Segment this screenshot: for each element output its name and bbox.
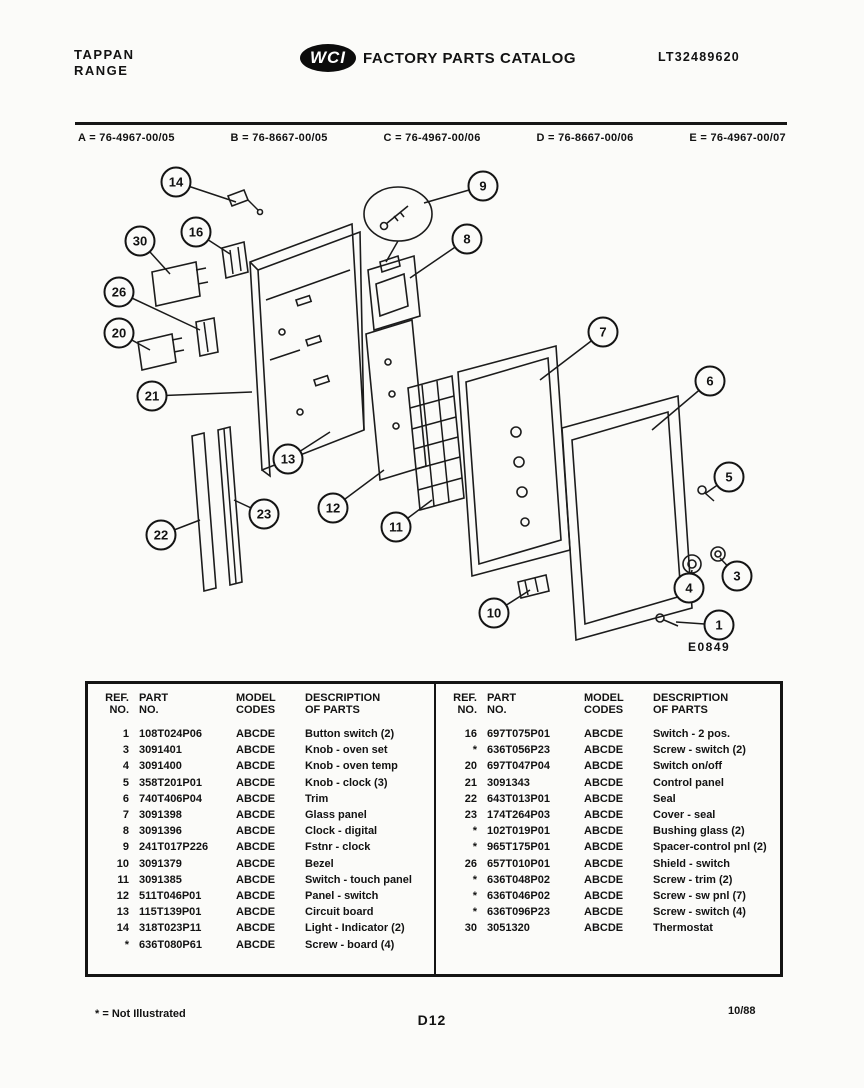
diagram-callout-13: 13 — [273, 444, 304, 475]
column-header-codes: MODEL CODES — [584, 692, 624, 716]
cell-ref: 5 — [122, 776, 129, 789]
column-header-part: PART NO. — [139, 692, 169, 716]
cell-codes: ABCDE — [236, 922, 276, 935]
cell-codes: ABCDE — [236, 938, 276, 951]
cell-desc: Switch - touch panel — [305, 873, 412, 886]
cell-part: 740T406P04 — [139, 792, 202, 805]
cell-part: 636T096P23 — [487, 906, 550, 919]
cell-ref: 3 — [122, 744, 129, 757]
figure-code: E0849 — [688, 640, 731, 654]
parts-table-row — [98, 775, 430, 791]
cell-codes: ABCDE — [236, 744, 276, 757]
cell-part: 636T056P23 — [487, 744, 550, 757]
cell-codes: ABCDE — [236, 809, 276, 822]
cell-part: 697T075P01 — [487, 728, 550, 740]
cell-desc: Screw - switch (4) — [653, 906, 746, 919]
parts-table-left-body — [98, 726, 430, 953]
cell-part: 358T201P01 — [139, 776, 202, 789]
parts-table-row — [98, 791, 430, 807]
cell-codes: ABCDE — [584, 906, 624, 919]
cell-ref: 14 — [116, 922, 129, 935]
cell-desc: Cover - seal — [653, 809, 716, 822]
parts-table-row — [98, 856, 430, 872]
cell-ref: 23 — [464, 809, 477, 822]
cell-ref: 1 — [122, 728, 129, 740]
cell-codes: ABCDE — [236, 841, 276, 854]
parts-table-row — [446, 904, 776, 920]
cell-desc: Fstnr - clock — [305, 841, 371, 854]
cell-ref: * — [472, 873, 477, 886]
diagram-callout-26: 26 — [104, 277, 135, 308]
brand-line2: RANGE — [74, 63, 129, 78]
cell-desc: Screw - trim (2) — [653, 873, 733, 886]
parts-table-row — [446, 888, 776, 904]
cell-desc: Seal — [653, 792, 676, 805]
cell-part: 3091343 — [487, 776, 530, 789]
cell-desc: Knob - clock (3) — [305, 776, 388, 789]
cell-part: 3091401 — [139, 744, 182, 757]
cell-desc: Screw - switch (2) — [653, 744, 746, 757]
cell-desc: Button switch (2) — [305, 728, 395, 740]
diagram-callout-10: 10 — [479, 598, 510, 629]
column-header-codes: MODEL CODES — [236, 692, 276, 716]
model-code-e: E = 76-4967-00/07 — [689, 132, 786, 144]
cell-codes: ABCDE — [584, 857, 624, 870]
cell-desc: Switch - 2 pos. — [653, 728, 731, 740]
cell-part: 108T024P06 — [139, 728, 202, 740]
cell-desc: Clock - digital — [305, 825, 378, 838]
cell-codes: ABCDE — [584, 728, 624, 740]
cell-part: 174T264P03 — [487, 809, 550, 822]
cell-codes: ABCDE — [236, 906, 276, 919]
cell-desc: Switch on/off — [653, 760, 723, 773]
cell-codes: ABCDE — [584, 922, 624, 935]
diagram-callout-21: 21 — [137, 381, 168, 412]
column-header-ref: REF. NO. — [105, 692, 129, 716]
parts-table-row — [446, 742, 776, 758]
cell-codes: ABCDE — [584, 792, 624, 805]
parts-table-row — [446, 758, 776, 774]
cell-ref: 8 — [122, 825, 129, 838]
column-header-desc: DESCRIPTION OF PARTS — [305, 692, 381, 716]
cell-part: 3091400 — [139, 760, 182, 773]
parts-table-row — [446, 823, 776, 839]
cell-ref: 26 — [464, 857, 477, 870]
cell-codes: ABCDE — [584, 825, 624, 838]
cell-part: 511T046P01 — [139, 890, 202, 903]
diagram-callout-3: 3 — [722, 561, 753, 592]
cell-desc: Spacer-control pnl (2) — [653, 841, 767, 854]
cell-codes: ABCDE — [236, 760, 276, 773]
cell-ref: 22 — [464, 792, 477, 805]
parts-table-left — [88, 684, 434, 974]
column-header-desc: DESCRIPTION OF PARTS — [653, 692, 729, 716]
cell-part: 643T013P01 — [487, 792, 550, 805]
cell-part: 3051320 — [487, 922, 530, 935]
cell-codes: ABCDE — [236, 890, 276, 903]
diagram-callout-22: 22 — [146, 520, 177, 551]
parts-table-row — [98, 904, 430, 920]
parts-table-row — [98, 839, 430, 855]
cell-desc: Trim — [305, 792, 329, 805]
parts-table-row — [98, 758, 430, 774]
diagram-callout-7: 7 — [588, 317, 619, 348]
parts-table-right — [434, 684, 780, 974]
diagram-callout-20: 20 — [104, 318, 135, 349]
diagram-callout-8: 8 — [452, 224, 483, 255]
diagram-callout-16: 16 — [181, 217, 212, 248]
parts-table-row — [98, 726, 430, 742]
cell-codes: ABCDE — [236, 792, 276, 805]
cell-desc: Screw - sw pnl (7) — [653, 890, 746, 903]
cell-part: 636T046P02 — [487, 890, 550, 903]
cell-desc: Thermostat — [653, 922, 713, 935]
diagram-callout-6: 6 — [695, 366, 726, 397]
parts-table-row — [446, 872, 776, 888]
column-header-ref: REF. NO. — [453, 692, 477, 716]
parts-table-row — [446, 839, 776, 855]
parts-table-row — [446, 856, 776, 872]
brand-line1: TAPPAN — [74, 47, 135, 62]
cell-ref: * — [472, 825, 477, 838]
cell-ref: 11 — [117, 873, 129, 886]
cell-codes: ABCDE — [584, 776, 624, 789]
parts-table-row — [446, 775, 776, 791]
cell-desc: Shield - switch — [653, 857, 731, 870]
cell-desc: Circuit board — [305, 906, 374, 919]
cell-part: 102T019P01 — [487, 825, 550, 838]
cell-ref: * — [472, 906, 477, 919]
cell-part: 636T048P02 — [487, 873, 550, 886]
document-number: LT32489620 — [658, 50, 740, 64]
cell-codes: ABCDE — [584, 809, 624, 822]
cell-ref: 21 — [464, 776, 477, 789]
column-header-part: PART NO. — [487, 692, 517, 716]
parts-table-row — [446, 726, 776, 742]
diagram-callout-14: 14 — [161, 167, 192, 198]
cell-codes: ABCDE — [236, 857, 276, 870]
cell-desc: Knob - oven temp — [305, 760, 398, 773]
cell-ref: 10 — [116, 857, 129, 870]
cell-codes: ABCDE — [236, 873, 276, 886]
cell-part: 3091396 — [139, 825, 182, 838]
model-code-c: C = 76-4967-00/06 — [383, 132, 481, 144]
wci-logo: WCI — [300, 44, 356, 72]
cell-ref: * — [472, 890, 477, 903]
parts-table-right-body — [446, 726, 776, 937]
cell-codes: ABCDE — [236, 728, 276, 740]
parts-table — [85, 681, 783, 977]
cell-desc: Panel - switch — [305, 890, 379, 903]
date-code: 10/88 — [728, 1005, 756, 1017]
cell-part: 965T175P01 — [487, 841, 550, 854]
cell-desc: Bezel — [305, 857, 334, 870]
cell-ref: 13 — [116, 906, 129, 919]
cell-part: 636T080P61 — [139, 938, 202, 951]
parts-table-row — [98, 807, 430, 823]
cell-desc: Light - Indicator (2) — [305, 922, 405, 935]
diagram-callout-30: 30 — [125, 226, 156, 257]
catalog-title: FACTORY PARTS CATALOG — [363, 49, 577, 67]
cell-ref: * — [472, 841, 477, 854]
page-number: D12 — [417, 1012, 447, 1028]
model-code-a: A = 76-4967-00/05 — [78, 132, 175, 144]
cell-part: 657T010P01 — [487, 857, 550, 870]
parts-table-right-header — [446, 692, 776, 716]
cell-codes: ABCDE — [236, 825, 276, 838]
parts-table-row — [98, 888, 430, 904]
cell-codes: ABCDE — [584, 873, 624, 886]
cell-ref: * — [124, 938, 129, 951]
cell-ref: 6 — [122, 792, 129, 805]
cell-codes: ABCDE — [584, 760, 624, 773]
cell-desc: Knob - oven set — [305, 744, 388, 757]
cell-part: 318T023P11 — [139, 922, 202, 935]
cell-ref: 9 — [122, 841, 129, 854]
cell-ref: 16 — [464, 728, 477, 740]
cell-part: 241T017P226 — [139, 841, 209, 854]
cell-codes: ABCDE — [584, 841, 624, 854]
parts-table-row — [446, 920, 776, 936]
diagram-callout-12: 12 — [318, 493, 349, 524]
cell-part: 3091379 — [139, 857, 182, 870]
diagram-callout-11: 11 — [381, 512, 412, 543]
cell-part: 3091398 — [139, 809, 182, 822]
cell-codes: ABCDE — [584, 890, 624, 903]
parts-table-row — [446, 791, 776, 807]
diagram-callout-4: 4 — [674, 573, 705, 604]
cell-ref: 7 — [122, 809, 129, 822]
cell-ref: 12 — [116, 890, 129, 903]
parts-table-row — [446, 807, 776, 823]
diagram-callout-9: 9 — [468, 171, 499, 202]
cell-ref: 4 — [122, 760, 129, 773]
cell-desc: Bushing glass (2) — [653, 825, 745, 838]
model-code-d: D = 76-8667-00/06 — [536, 132, 634, 144]
not-illustrated-note: * = Not Illustrated — [95, 1008, 186, 1020]
parts-table-row — [98, 742, 430, 758]
parts-table-left-header — [98, 692, 430, 716]
cell-part: 3091385 — [139, 873, 182, 886]
cell-codes: ABCDE — [584, 744, 624, 757]
parts-table-row — [98, 920, 430, 936]
cell-part: 697T047P04 — [487, 760, 550, 773]
cell-ref: 20 — [464, 760, 477, 773]
cell-part: 115T139P01 — [139, 906, 202, 919]
parts-table-row — [98, 823, 430, 839]
diagram-callout-5: 5 — [714, 462, 745, 493]
parts-table-row — [98, 872, 430, 888]
diagram-callout-1: 1 — [704, 610, 735, 641]
parts-table-row — [98, 937, 430, 953]
model-code-b: B = 76-8667-00/05 — [230, 132, 328, 144]
cell-ref: * — [472, 744, 477, 757]
cell-desc: Control panel — [653, 776, 724, 789]
diagram-callout-23: 23 — [249, 499, 280, 530]
cell-ref: 30 — [464, 922, 477, 935]
cell-desc: Screw - board (4) — [305, 938, 395, 951]
cell-desc: Glass panel — [305, 809, 367, 822]
cell-codes: ABCDE — [236, 776, 276, 789]
